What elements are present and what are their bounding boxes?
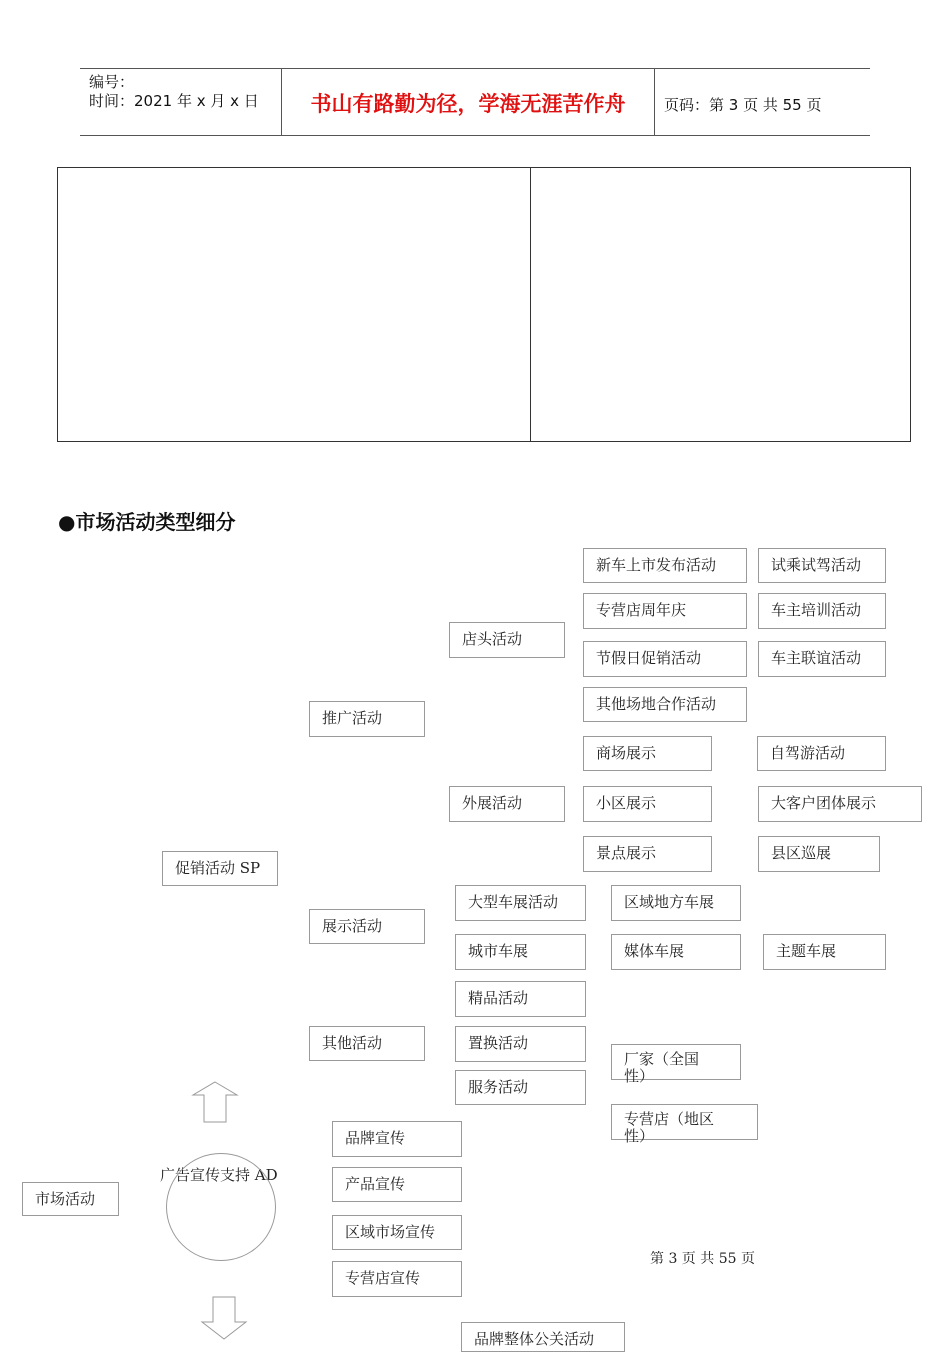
empty-table [57,167,911,442]
node-ad-label: 广告宣传支持 AD [160,1166,278,1184]
table-divider [530,168,531,441]
node-quyu-chezhan: 区域地方车展 [611,885,741,921]
node-meiti: 媒体车展 [611,934,741,970]
node-waizhan: 外展活动 [449,786,565,822]
date-line: 时间：2021 年 x 月 x 日 [89,92,259,110]
node-pinpai: 品牌宣传 [332,1121,462,1157]
node-fuwu: 服务活动 [455,1070,586,1105]
up-arrow-icon [191,1081,239,1123]
node-quyu-shichang: 区域市场宣传 [332,1215,462,1250]
node-zhounianqing: 专营店周年庆 [583,593,747,629]
header-divider-right [654,68,655,136]
node-jingdian: 景点展示 [583,836,712,872]
node-changjia: 厂家（全国性） [611,1044,741,1080]
node-diantou: 店头活动 [449,622,565,658]
node-jiejiari: 节假日促销活动 [583,641,747,677]
node-shangchang: 商场展示 [583,736,712,771]
header-bottom-rule [80,135,870,136]
node-xianqu: 县区巡展 [758,836,880,872]
node-chengshi: 城市车展 [455,934,586,970]
node-xiaoqu: 小区展示 [583,786,712,822]
node-dakehu: 大客户团体展示 [758,786,922,822]
node-zijiayou: 自驾游活动 [757,736,886,771]
node-zhuanying-diqu: 专营店（地区性） [611,1104,758,1140]
node-jingpin: 精品活动 [455,981,586,1017]
page-footer: 第 3 页 共 55 页 [650,1251,755,1267]
node-daxing: 大型车展活动 [455,885,586,921]
node-promo-sp: 促销活动 SP [162,851,278,886]
motto: 书山有路勤为径，学海无涯苦作舟 [310,92,626,116]
node-qita: 其他活动 [309,1026,425,1061]
node-chanpin: 产品宣传 [332,1167,462,1202]
node-xinche: 新车上市发布活动 [583,548,747,583]
section-title: ●市场活动类型细分 [58,510,236,534]
node-peixun: 车主培训活动 [758,593,886,629]
node-tuiguang: 推广活动 [309,701,425,737]
node-lianyi: 车主联谊活动 [758,641,886,677]
node-zhihuan: 置换活动 [455,1026,586,1062]
node-ad-circle [166,1153,276,1261]
page-info: 页码：第 3 页 共 55 页 [664,96,822,114]
down-arrow-icon [200,1296,248,1340]
serial-label: 编号： [89,73,135,91]
node-zhanshi: 展示活动 [309,909,425,944]
node-zhuti: 主题车展 [763,934,886,970]
node-gongguan: 品牌整体公关活动 [461,1322,625,1352]
node-changdi: 其他场地合作活动 [583,687,747,722]
header-top-rule [80,68,870,69]
node-shicheng: 试乘试驾活动 [758,548,886,583]
node-root: 市场活动 [22,1182,119,1216]
node-zhuanyingdian: 专营店宣传 [332,1261,462,1297]
